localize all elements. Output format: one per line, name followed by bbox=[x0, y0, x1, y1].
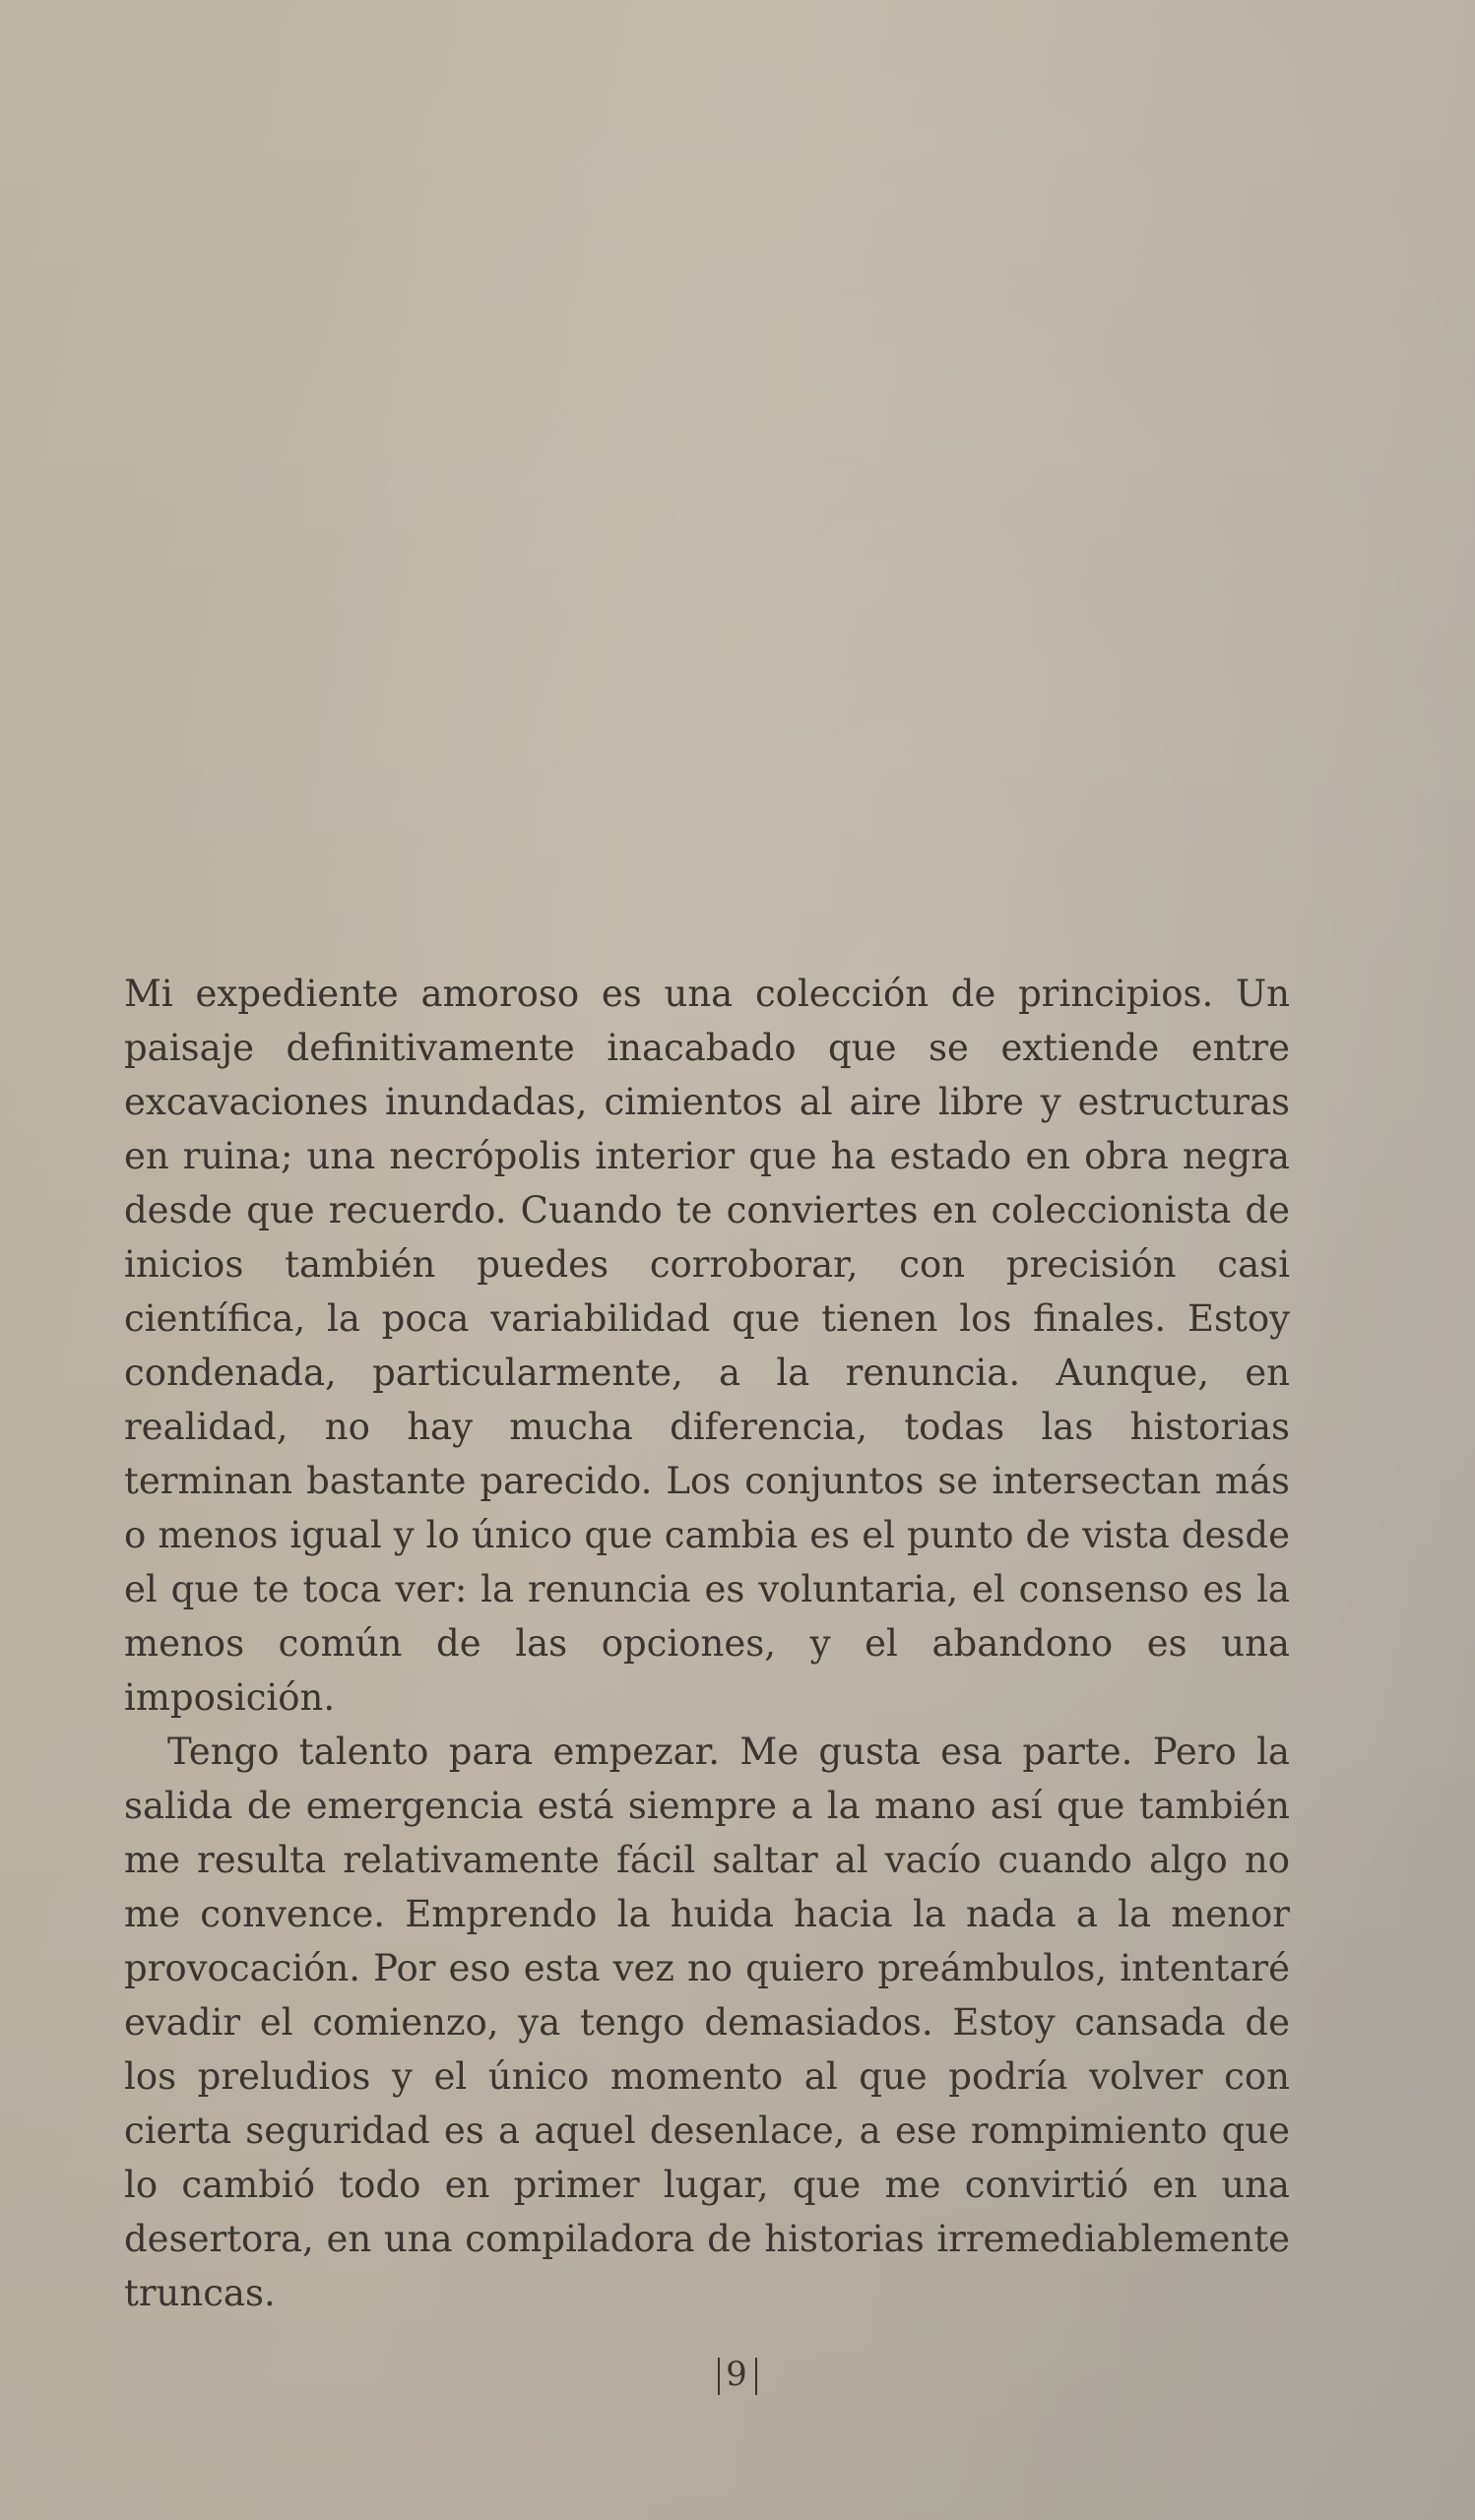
folio-right-bar bbox=[755, 2358, 757, 2395]
folio-left-bar bbox=[718, 2358, 720, 2395]
body-text bbox=[124, 967, 1290, 2320]
paragraph-2: Tengo talento para empezar. Me gusta esa parte. Pero la salida de emergencia está siempre a la mano así que también me resulta relativamente fácil saltar al vacío cuando algo no me convence. Emprendo la huida hacia la nada a la menor provocación. Por eso esta vez no quiero preámbulos, intentaré evadir el comienzo, ya tengo demasiados. Estoy cansada de los preludios y el único momento al que podría volver con cierta seguridad es a aquel desenlace, a ese rompimiento que lo cambió todo en primer lugar, que me convirtió en una desertora, en una compiladora de historias irremediablemente truncas. bbox=[124, 1731, 1290, 2314]
paragraph-1: Mi expediente amoroso es una colección de principios. Un paisaje definitivamente inacabado que se extiende entre excavaciones inundadas, cimientos al aire libre y estructuras en ruina; una necrópolis interior que ha estado en obra negra desde que recuerdo. Cuando te conviertes en coleccionista de inicios también puedes corroborar, con precisión casi científica, la poca variabilidad que tienen los finales. Estoy condenada, particularmente, a la renuncia. Aunque, en realidad, no hay mucha diferencia, todas las historias terminan bastante parecido. Los conjuntos se intersectan más o menos igual y lo único que cambia es el punto de vista desde el que te toca ver: la renuncia es voluntaria, el consenso es la menos común de las opciones, y el abandono es una imposición. bbox=[124, 973, 1290, 1719]
page-number bbox=[0, 2355, 1475, 2395]
page-number-value: 9 bbox=[726, 2355, 749, 2394]
